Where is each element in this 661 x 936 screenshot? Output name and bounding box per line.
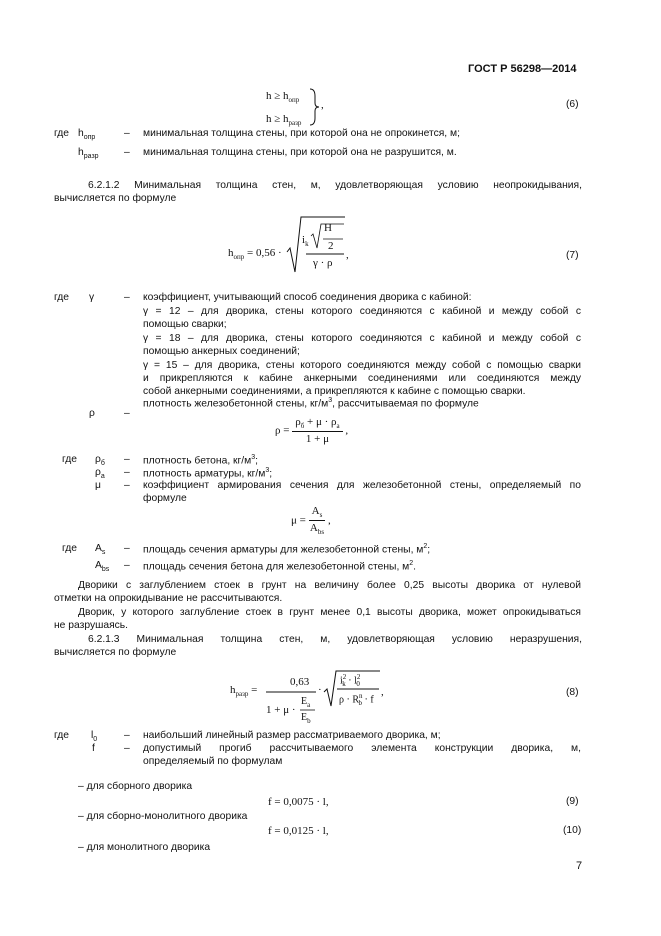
dash: – [124, 408, 130, 419]
symbol-rho-b: $\rho_б$ [95, 454, 105, 468]
equation-rho: ρ = $\frac{\rho_б + \mu \cdot \rho_а}{1 + \mu}$ , [275, 416, 349, 446]
case-monolithic: – для монолитного дворика [78, 842, 211, 853]
equation-7-two: 2 [328, 240, 334, 252]
equation-8-Ea: $E_a$ [301, 696, 311, 709]
dash: – [124, 467, 130, 478]
equation-8-dot: · [318, 684, 322, 696]
equation-8-root-den: $\rho \cdot R^n_b \cdot f$ [339, 692, 374, 708]
equation-6-number: (6) [566, 99, 579, 110]
h-razr-description: минимальная толщина стены, при которой она не разрушится, м. [143, 147, 457, 158]
mu-description-line1: коэффициент армирования сечения для железобетонной стены, определяемый по [143, 480, 581, 491]
equation-9: f = 0,0075 · l, [268, 796, 329, 808]
equation-8-Eb: $E_b$ [301, 712, 311, 725]
equation-7-denominator: γ · ρ [313, 257, 333, 269]
symbol-l0: $l_0$ [91, 730, 98, 744]
gamma-case-18-cont: помощью анкерных соединений; [143, 346, 300, 357]
equation-7-lhs: $h_{опр} = 0,56$ · [228, 247, 282, 262]
dash: – [124, 560, 130, 571]
equation-9-number: (9) [566, 796, 579, 807]
gamma-case-15-cont2: собой анкерными соединениями, а прикрепляются к кабине с помощью сварки. [143, 386, 526, 397]
paragraph-6-2-1-2-line2: вычисляется по формуле [54, 193, 177, 204]
symbol-rho-a: $\rho_а$ [95, 467, 105, 481]
paragraph-depth-01-line2: не разрушаясь. [54, 620, 129, 631]
gamma-case-12: γ = 12 – для дворика, стены которого соединяются с кабиной и между собой с [143, 306, 581, 317]
mu-description-line2: формуле [143, 493, 187, 504]
f-description-line1: допустимый прогиб рассчитываемого элемента конструкции дворика, м, [143, 743, 581, 754]
equation-8-root-num: $i^2_k \cdot l^2_0$ [340, 673, 361, 689]
equation-8-den-a: 1 + μ · [266, 704, 296, 716]
equation-7-H: H [324, 222, 332, 234]
f-description-line2: определяемый по формулам [143, 756, 283, 767]
gamma-case-15: γ = 15 – для дворика, стены которого соединяются между собой с помощью сварки [143, 360, 581, 371]
rho-description: плотность железобетонной стены, $кг/м^3$, рассчитываемая по формуле [143, 397, 479, 410]
equation-7-number: (7) [566, 250, 579, 261]
Abs-description: площадь сечения бетона для железобетонной стены, $м^2$. [143, 560, 417, 573]
h-opr-description: минимальная толщина стены, при которой она не опрокинется, м; [143, 128, 460, 139]
symbol-rho: ρ [89, 408, 95, 419]
brace-icon [309, 88, 321, 126]
dash: – [124, 147, 130, 158]
dash: – [124, 128, 130, 139]
where-label: где [54, 128, 70, 139]
symbol-mu: μ [95, 480, 101, 491]
equation-6: $h \ge h_{опр}$ $h \ge h_{разр}$ [266, 90, 302, 128]
gamma-case-15-cont1: и прикрепляются к кабине анкерными соединениями или соединяются между [143, 373, 581, 384]
gamma-description: коэффициент, учитывающий способ соединения дворика с кабиной: [143, 292, 472, 303]
symbol-As: $A_s$ [95, 543, 106, 557]
where-label: где [62, 454, 78, 465]
equation-7-i: $i_k$ [302, 234, 309, 249]
equation-8-number: (8) [566, 687, 579, 698]
equation-mu: μ = $\frac{A_s}{A_{bs}}$ , [291, 505, 331, 537]
where-label: где [54, 730, 70, 741]
symbol-gamma: γ [89, 292, 95, 303]
symbol-h-razr: $h_{разр}$ [78, 147, 99, 161]
dash: – [124, 543, 130, 554]
where-label: где [54, 292, 70, 303]
gamma-case-12-cont: помощью сварки; [143, 319, 227, 330]
equation-8-lhs: $h_{разр}$ = [230, 684, 258, 699]
symbol-f: f [92, 743, 95, 754]
paragraph-depth-025-line2: отметки на опрокидывание не рассчитываются. [54, 593, 283, 604]
equation-6-comma: , [321, 99, 324, 111]
l0-description: наибольший линейный размер рассматриваемого дворика, м; [143, 730, 441, 741]
case-precast: – для сборного дворика [78, 781, 193, 792]
paragraph-6-2-1-3-line1: 6.2.1.3 Минимальная толщина стен, м, удовлетворяющая условию неразрушения, [88, 634, 582, 645]
paragraph-depth-01-line1: Дворик, у которого заглубление стоек в грунт менее 0,1 высоты дворика, может опрокидываться [78, 607, 581, 618]
equation-8-comma: , [381, 686, 384, 698]
equation-10-number: (10) [563, 825, 582, 836]
rho-a-description: плотность арматуры, $кг/м^3$; [143, 467, 273, 480]
dash: – [124, 730, 130, 741]
dash: – [124, 480, 130, 491]
dash: – [124, 743, 130, 754]
rho-b-description: плотность бетона, $кг/м^3$; [143, 454, 259, 467]
page-number: 7 [576, 860, 583, 872]
dash: – [124, 454, 130, 465]
dash: – [124, 292, 130, 303]
gamma-case-18: γ = 18 – для дворика, стены которого соединяются с кабиной и между собой с [143, 333, 581, 344]
where-label: где [62, 543, 78, 554]
equation-10: f = 0,0125 · l, [268, 825, 329, 837]
equation-8-numerator: 0,63 [290, 676, 310, 688]
equation-7-comma: , [346, 249, 349, 261]
symbol-h-opr: $h_{опр}$ [78, 128, 96, 142]
paragraph-depth-025-line1: Дворики с заглублением стоек в грунт на величину более 0,25 высоты дворика от нулевой [78, 580, 581, 591]
paragraph-6-2-1-2-line1: 6.2.1.2 Минимальная толщина стен, м, удовлетворяющая условию неопрокидывания, [88, 180, 582, 191]
paragraph-6-2-1-3-line2: вычисляется по формуле [54, 647, 177, 658]
As-description: площадь сечения арматуры для железобетонной стены, $м^2$; [143, 543, 431, 556]
case-precast-monolithic: – для сборно-монолитного дворика [78, 811, 248, 822]
symbol-Abs: $A_{bs}$ [95, 560, 110, 574]
standard-number: ГОСТ Р 56298—2014 [468, 63, 577, 75]
